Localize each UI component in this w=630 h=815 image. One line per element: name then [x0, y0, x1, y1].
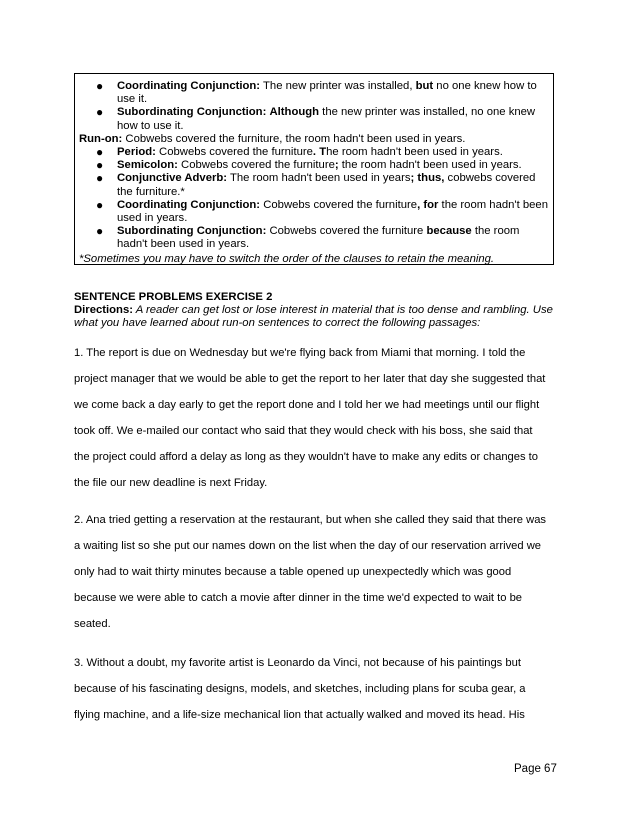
directions-text: what you have learned about run-on sentences to correct the following passages:	[74, 317, 481, 329]
passage-3	[74, 650, 558, 728]
text-line: the file our new deadline is next Friday.	[74, 477, 268, 490]
item-text-line2: how to use it.	[117, 119, 184, 132]
text-line: seated.	[74, 618, 111, 631]
item-text: Cobwebs covered the furniture	[177, 159, 335, 172]
item-text: The new printer was installed,	[260, 80, 416, 92]
item-text-line2: used in years.	[117, 212, 188, 225]
text-line: 1. The report is due on Wednesday but we're flying back from Miami that morning. I told the	[74, 347, 526, 359]
item-text-line2: the furniture.*	[117, 185, 185, 198]
text-line: a waiting list so she put our names down on the list when the day of our reservation arrived we	[74, 540, 542, 553]
item-text: the room hadn't been	[438, 198, 548, 211]
footnote: *Sometimes you may have to switch the order of the clauses to retain the meaning.	[79, 252, 495, 265]
bullet-icon: ●	[96, 105, 104, 120]
runon-label: Run-on:	[79, 132, 123, 145]
item-text: the new printer was installed, no one knew	[319, 106, 536, 119]
item-key: . T	[312, 146, 327, 159]
text-line: because of his fascinating designs, models, and sketches, including plans for scuba gear, a	[74, 683, 526, 696]
directions	[74, 304, 558, 330]
item-text: Cobwebs covered the furniture	[260, 198, 418, 211]
item-key: Although	[269, 106, 320, 119]
list-item	[79, 106, 548, 132]
exercise-title: SENTENCE PROBLEMS EXERCISE 2	[74, 291, 273, 303]
bullet-icon: ●	[96, 171, 104, 186]
directions-label: Directions:	[74, 304, 134, 316]
text-line: took off. We e-mailed our contact who said that they would check with his boss, she said that	[74, 425, 533, 438]
item-text: The room hadn't been used in years	[227, 172, 411, 185]
bullet-icon: ●	[96, 79, 104, 93]
item-key: ;	[334, 159, 339, 172]
directions-text: A reader can get lost or lose interest in material that is too dense and rambling. Use	[133, 304, 553, 316]
passage-2	[74, 507, 558, 637]
top-list	[79, 80, 548, 133]
text-line: 3. Without a doubt, my favorite artist is Leonardo da Vinci, not because of his paintings but	[74, 657, 521, 669]
examples-box	[74, 73, 554, 265]
list-item	[79, 80, 548, 106]
item-text: Cobwebs covered the furniture	[266, 225, 427, 238]
text-line: flying machine, and a life-size mechanical lion that actually walked and moved its head. His	[74, 709, 525, 722]
list-item	[79, 225, 548, 251]
item-text: cobwebs covered	[444, 172, 536, 185]
text-line: we come back a day early to get the report done and I told her we had meetings until our flight	[74, 399, 540, 412]
bottom-list	[79, 146, 548, 252]
item-key: , for	[417, 198, 439, 211]
item-key: but	[415, 80, 434, 92]
item-text: he room hadn't been used in years.	[326, 146, 503, 159]
item-key: because	[426, 225, 472, 238]
text-line: because we were able to catch a movie after dinner in the time we'd expected to wait to be	[74, 592, 523, 605]
text-line: project manager that we would be able to get the report to her later that day she suggested that	[74, 373, 546, 386]
list-item	[79, 172, 548, 198]
item-key: ; thus,	[410, 172, 445, 185]
item-text: no one knew how to	[433, 80, 537, 92]
text-line: 2. Ana tried getting a reservation at the restaurant, but when she called they said that there was	[74, 514, 547, 526]
list-item	[79, 159, 548, 172]
item-text-line2: hadn't been used in years.	[117, 238, 250, 251]
text-line: the project could afford a delay as long as they wouldn't have to make any edits or changes to	[74, 451, 539, 464]
runon-text: Cobwebs covered the furniture, the room hadn't been used in years.	[122, 132, 466, 145]
item-text-line2: use it.	[117, 93, 148, 106]
item-label: Subordinating Conjunction:	[117, 106, 267, 119]
page-number: Page 67	[514, 763, 557, 775]
item-label: Coordinating Conjunction:	[117, 80, 261, 92]
runon-line	[79, 133, 548, 146]
list-item	[79, 199, 548, 225]
list-item	[79, 146, 548, 159]
item-text: the room hadn't been used in years.	[338, 159, 522, 172]
item-text: the room	[471, 225, 520, 238]
item-label: Coordinating Conjunction:	[117, 198, 261, 211]
bullet-icon: ●	[96, 145, 104, 160]
item-label: Semicolon:	[117, 159, 178, 172]
passage-1	[74, 340, 558, 497]
item-label: Subordinating Conjunction:	[117, 225, 267, 238]
item-text: Cobwebs covered the furniture	[155, 146, 313, 159]
bullet-icon: ●	[96, 158, 104, 173]
bullet-icon: ●	[96, 224, 104, 239]
item-label: Conjunctive Adverb:	[117, 172, 228, 185]
text-line: only had to wait thirty minutes because a table opened up unexpectedly which was good	[74, 566, 512, 579]
item-label: Period:	[117, 146, 156, 159]
bullet-icon: ●	[96, 197, 104, 212]
